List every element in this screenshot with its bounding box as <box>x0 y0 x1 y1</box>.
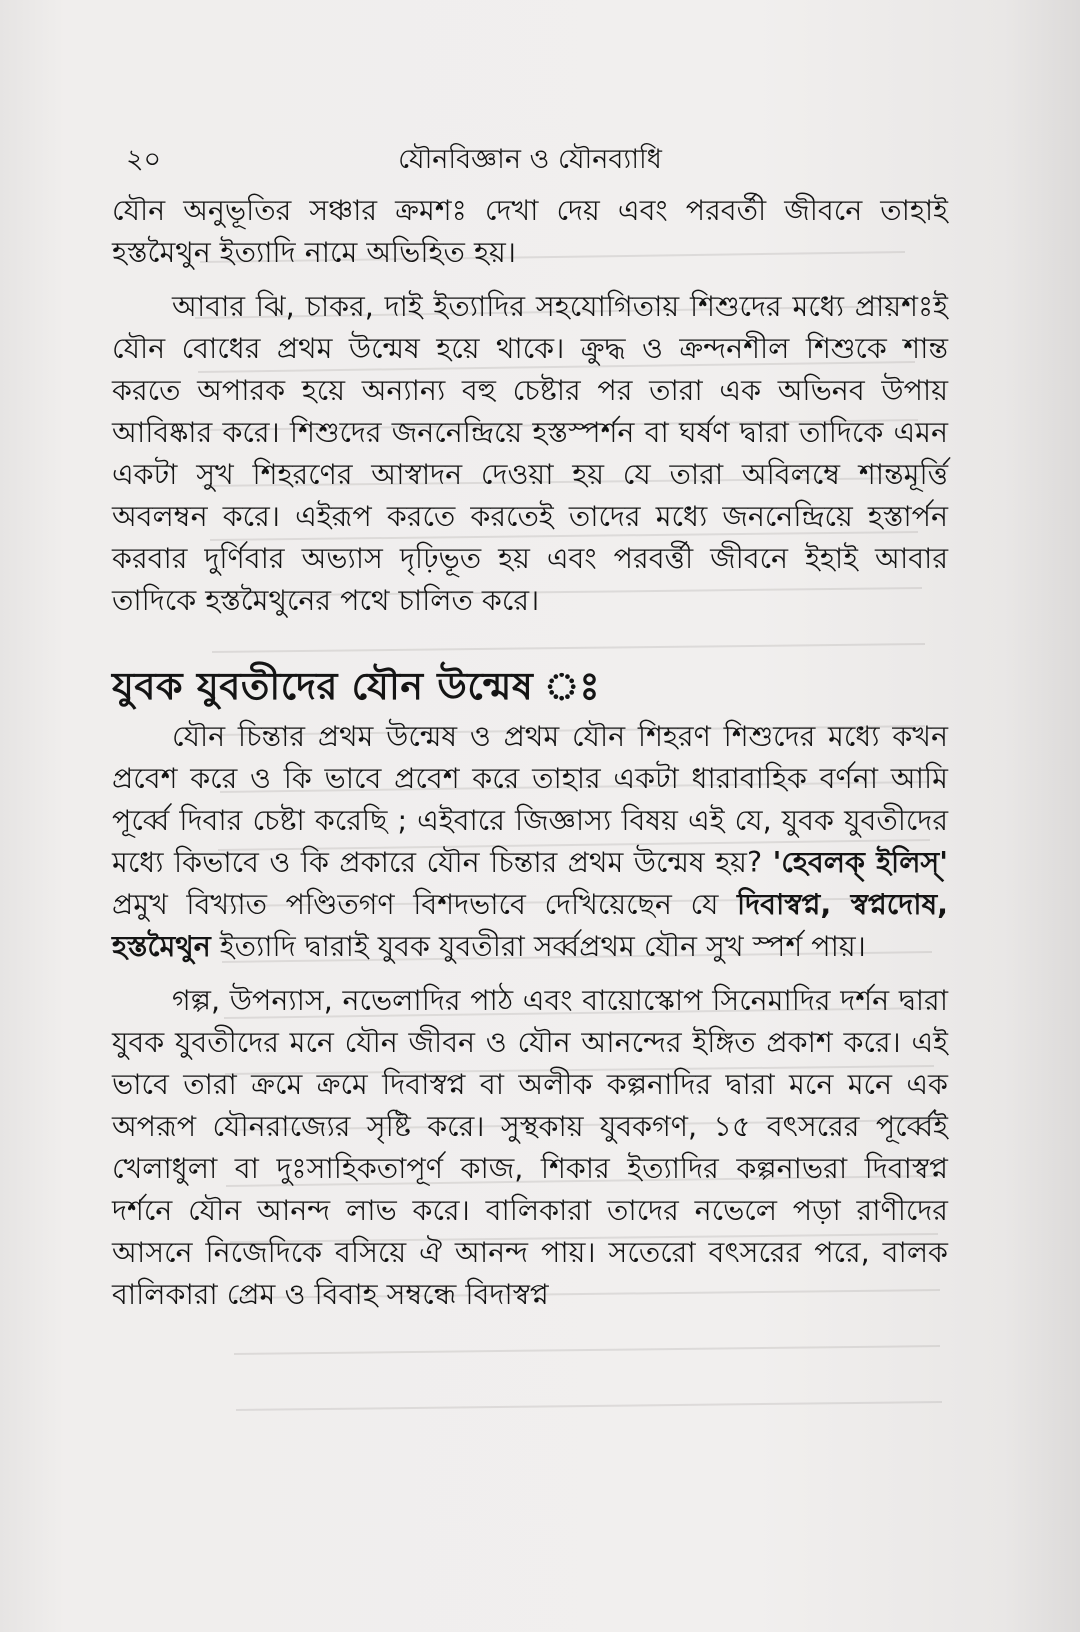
page-number: ২০ <box>126 144 162 175</box>
paragraph-3-text-e: ইত্যাদি দ্বারাই যুবক যুবতীরা সর্ব্বপ্রথম যৌন সুখ স্পর্শ পায়। <box>219 930 866 963</box>
section-heading: যুবক যুবতীদের যৌন উন্মেষ ঃ <box>112 664 601 708</box>
paragraph-3-text-a: যৌন চিন্তার প্রথম উন্মেষ ও প্রথম যৌন শিহরণ শিশুদের মধ্যে কখন প্রবেশ করে ও কি ভাবে প্রবেশ করে তাহার একটা ধারাবাহিক বর্ণনা আমি পূর্ব্বে দিবার চেষ্টা করেছি ; এইবারে জিজ্ঞাস্য বিষয় এই যে, যুবক যুবতীদের মধ্যে কিভাবে ও কি প্রকারে যৌন চিন্তার প্রথম উন্মেষ হয়? <box>112 720 948 879</box>
paragraph-3-text-c: প্রমুখ বিখ্যাত পণ্ডিতগণ বিশদভাবে দেখিয়েছেন যে <box>112 888 719 921</box>
paragraph-4: গল্প, উপন্যাস, নভেলাদির পাঠ এবং বায়োস্কোপ সিনেমাদির দর্শন দ্বারা যুবক যুবতীদের মনে যৌন জীবন ও যৌন আনন্দের ইঙ্গিত প্রকাশ করে। এই ভাবে তারা ক্রমে ক্রমে দিবাস্বপ্ন বা অলীক কল্পনাদির দ্বারা মনে মনে এক অপরূপ যৌনরাজ্যের সৃষ্টি করে। সুস্থকায় যুবকগণ, ১৫ বৎসরের পূর্ব্বেই খেলাধুলা বা দুঃসাহিকতাপূর্ণ কাজ, শিকার ইত্যাদির কল্পনাভরা দিবাস্বপ্ন দর্শনে যৌন আনন্দ লাভ করে। বালিকারা তাদের নভেলে পড়া রাণীদের আসনে নিজেদিকে বসিয়ে ঐ আনন্দ পায়। সতেরো বৎসরের পরে, বালক বালিকারা প্রেম ও বিবাহ সম্বন্ধে বিদাস্বপ্ন <box>112 984 948 1311</box>
running-title: যৌনবিজ্ঞান ও যৌনব্যাধি <box>398 144 662 175</box>
terms-emphasis: দিবাস্বপ্ন, স্বপ্নদোষ, হস্তমৈথুন <box>112 888 948 963</box>
author-name-emphasis: 'হেবলক্ ইলিস্' <box>772 846 948 879</box>
paragraph-1: যৌন অনুভূতির সঞ্চার ক্রমশঃ দেখা দেয় এবং পরবর্তী জীবনে তাহাই হস্তমৈথুন ইত্যাদি নামে অভিহিত হয়। <box>112 194 948 269</box>
paragraph-3 <box>112 716 948 968</box>
paragraph-2: আবার ঝি, চাকর, দাই ইত্যাদির সহযোগিতায় শিশুদের মধ্যে প্রায়শঃই যৌন বোধের প্রথম উন্মেষ হয়ে থাকে। ক্রুদ্ধ ও ক্রন্দনশীল শিশুকে শান্ত করতে অপারক হয়ে অন্যান্য বহু চেষ্টার পর তারা এক অভিনব উপায় আবিষ্কার করে। শিশুদের জননেন্দ্রিয়ে হস্তস্পর্শন বা ঘর্ষণ দ্বারা তাদিকে এমন একটা সুখ শিহরণের আস্বাদন দেওয়া হয় যে তারা অবিলম্বে শান্তমূর্ত্তি অবলম্বন করে। এইরূপ করতে করতেই তাদের মধ্যে জননেন্দ্রিয়ে হস্তার্পন করবার দুর্ণিবার অভ্যাস দৃঢ়িভূত হয় এবং পরবর্ত্তী জীবনে ইহাই আবার তাদিকে হস্তমৈথুনের পথে চালিত করে। <box>112 290 948 617</box>
page-header <box>112 130 948 190</box>
page-text <box>112 130 948 1316</box>
